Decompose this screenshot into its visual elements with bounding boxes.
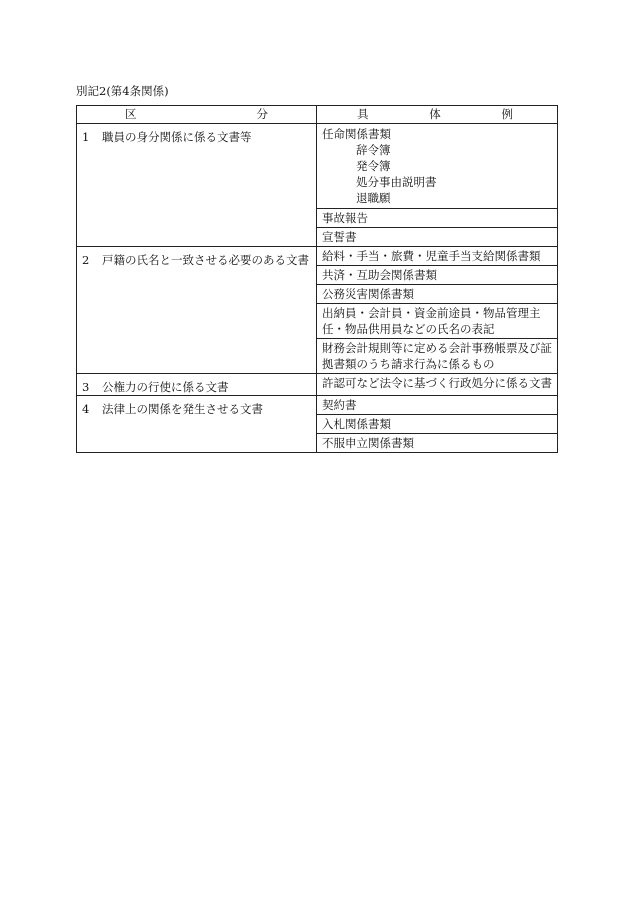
example-cell bbox=[317, 339, 558, 374]
category-cell bbox=[77, 247, 317, 374]
example-cell bbox=[317, 434, 558, 453]
category-cell bbox=[77, 374, 317, 396]
table-row bbox=[77, 396, 558, 415]
category-number: 4 bbox=[82, 402, 90, 416]
example-cell bbox=[317, 124, 558, 209]
header-category-char: 区 bbox=[125, 107, 137, 121]
header-category bbox=[77, 106, 317, 124]
example-cell bbox=[317, 415, 558, 434]
header-examples-char: 具 bbox=[357, 107, 369, 121]
category-label: 公権力の行使に係る文書 bbox=[102, 380, 229, 394]
category-number: 2 bbox=[82, 253, 90, 267]
example-sub-item: 退職願 bbox=[356, 191, 391, 205]
category-label: 職員の身分関係に係る文書等 bbox=[102, 130, 252, 144]
example-cell bbox=[317, 228, 558, 247]
example-cell bbox=[317, 209, 558, 228]
example-cell bbox=[317, 285, 558, 304]
example-main: 共済・互助会関係書類 bbox=[322, 268, 437, 282]
example-main: 公務災害関係書類 bbox=[322, 287, 414, 301]
example-cell bbox=[317, 247, 558, 266]
table-row bbox=[77, 374, 558, 396]
category-number: 3 bbox=[82, 380, 90, 394]
example-main: 宣誓書 bbox=[322, 230, 357, 244]
example-main: 出納員・会計員・資金前途員・物品管理主任・物品供用員などの氏名の表記 bbox=[322, 306, 541, 336]
header-examples-char: 体 bbox=[429, 107, 441, 121]
example-sub-item: 辞令簿 bbox=[356, 143, 391, 157]
header-examples bbox=[317, 106, 558, 124]
example-main: 許認可など法令に基づく行政処分に係る文書 bbox=[322, 376, 552, 390]
example-cell bbox=[317, 304, 558, 339]
table-header-row bbox=[77, 106, 558, 124]
example-main: 財務会計規則等に定める会計事務帳票及び証拠書類のうち請求行為に係るもの bbox=[322, 341, 552, 371]
category-label: 法律上の関係を発生させる文書 bbox=[102, 402, 263, 416]
table-row bbox=[77, 247, 558, 266]
example-cell bbox=[317, 374, 558, 396]
example-main: 入札関係書類 bbox=[322, 417, 391, 431]
category-cell bbox=[77, 396, 317, 453]
example-main: 給料・手当・旅費・児童手当支給関係書類 bbox=[322, 249, 541, 263]
example-cell bbox=[317, 396, 558, 415]
example-sub-item: 発令簿 bbox=[356, 159, 391, 173]
example-main: 任命関係書類 bbox=[322, 127, 391, 141]
category-cell bbox=[77, 124, 317, 247]
example-sub-item: 処分事由説明書 bbox=[356, 175, 437, 189]
page-heading: 別記2(第4条関係) bbox=[76, 84, 169, 98]
example-main: 契約書 bbox=[322, 398, 357, 412]
example-main: 不服申立関係書類 bbox=[322, 436, 414, 450]
example-main: 事故報告 bbox=[322, 211, 368, 225]
document-classification-table bbox=[76, 105, 558, 453]
header-category-char: 分 bbox=[256, 107, 268, 121]
category-label: 戸籍の氏名と一致させる必要のある文書 bbox=[102, 253, 309, 267]
header-examples-char: 例 bbox=[501, 107, 513, 121]
table-row bbox=[77, 124, 558, 209]
category-number: 1 bbox=[82, 130, 90, 144]
example-cell bbox=[317, 266, 558, 285]
